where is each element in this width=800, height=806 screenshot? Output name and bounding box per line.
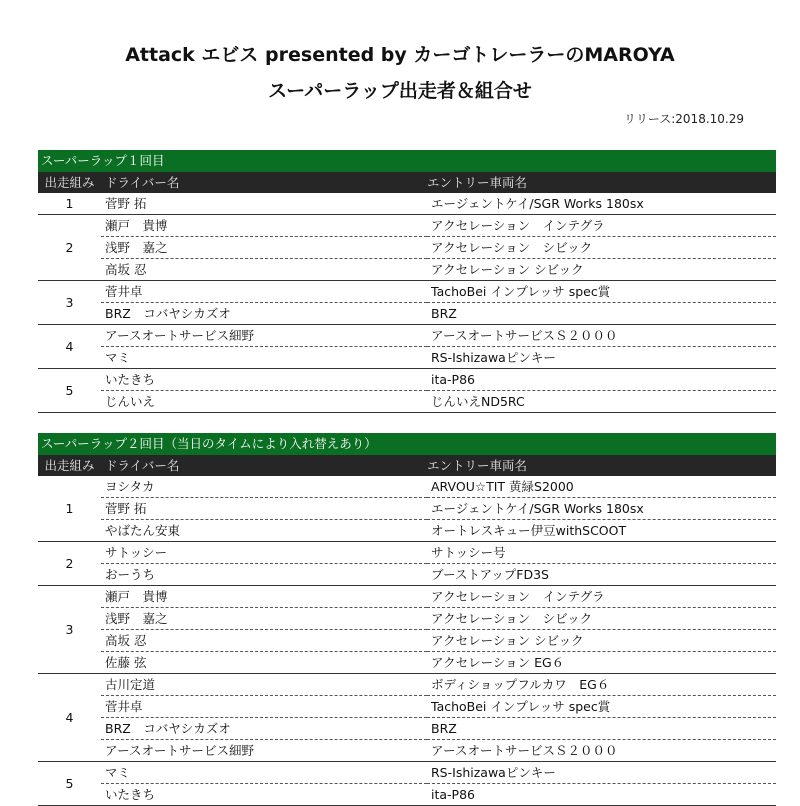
car-name: アースオートサービスＳ２０００ bbox=[427, 740, 776, 762]
driver-name: いたきち bbox=[101, 784, 427, 806]
car-name: BRZ bbox=[427, 718, 776, 740]
section-title: スーパーラップ２回目（当日のタイムにより入れ替えあり） bbox=[38, 433, 776, 455]
driver-name: サトッシー bbox=[101, 542, 427, 564]
table-row bbox=[38, 303, 776, 325]
column-header-car: エントリー車両名 bbox=[427, 458, 528, 473]
driver-name: 瀬戸 貴博 bbox=[101, 215, 427, 237]
table-row bbox=[38, 347, 776, 369]
superlap-round-2-section bbox=[38, 433, 776, 806]
driver-name: 高坂 忍 bbox=[101, 630, 427, 652]
car-name: ボディショップフルカワ EG６ bbox=[427, 674, 776, 696]
entry-table bbox=[38, 476, 776, 806]
column-header-row bbox=[38, 455, 776, 476]
table-row bbox=[38, 237, 776, 259]
car-name: ブーストアップFD3S bbox=[427, 564, 776, 586]
car-name: アクセレーション インテグラ bbox=[427, 586, 776, 608]
table-row bbox=[38, 718, 776, 740]
car-name: ARVOU☆TIT 黄緑S2000 bbox=[427, 476, 776, 498]
table-row bbox=[38, 325, 776, 347]
entry-table bbox=[38, 193, 776, 413]
table-row bbox=[38, 784, 776, 806]
column-header-group: 出走組み bbox=[44, 175, 95, 190]
group-number: 2 bbox=[38, 215, 101, 281]
section-title: スーパーラップ１回目 bbox=[38, 150, 776, 172]
car-name: TachoBei インプレッサ spec賞 bbox=[427, 696, 776, 718]
table-row bbox=[38, 564, 776, 586]
table-row bbox=[38, 215, 776, 237]
driver-name: 瀬戸 貴博 bbox=[101, 586, 427, 608]
table-row bbox=[38, 193, 776, 215]
column-header-car: エントリー車両名 bbox=[427, 175, 528, 190]
table-row bbox=[38, 520, 776, 542]
car-name: ita-P86 bbox=[427, 784, 776, 806]
table-row bbox=[38, 498, 776, 520]
car-name: アクセレーション EG６ bbox=[427, 652, 776, 674]
driver-name: BRZ コバヤシカズオ bbox=[101, 718, 427, 740]
table-row bbox=[38, 762, 776, 784]
car-name: オートレスキュー伊豆withSCOOT bbox=[427, 520, 776, 542]
driver-name: アースオートサービス細野 bbox=[101, 325, 427, 347]
car-name: じんいえND5RC bbox=[427, 391, 776, 413]
group-number: 4 bbox=[38, 325, 101, 369]
driver-name: 菅野 拓 bbox=[101, 498, 427, 520]
table-row bbox=[38, 630, 776, 652]
group-number: 1 bbox=[38, 193, 101, 215]
release-date: リリース:2018.10.29 bbox=[623, 112, 744, 126]
table-row bbox=[38, 391, 776, 413]
table-row bbox=[38, 542, 776, 564]
group-number: 2 bbox=[38, 542, 101, 586]
page-title: Attack エビス presented by カーゴトレーラーのMAROYA bbox=[125, 44, 675, 66]
table-row bbox=[38, 281, 776, 303]
driver-name: じんいえ bbox=[101, 391, 427, 413]
page-subtitle: スーパーラップ出走者＆組合せ bbox=[268, 80, 532, 102]
driver-name: 浅野 嘉之 bbox=[101, 237, 427, 259]
group-number: 3 bbox=[38, 281, 101, 325]
group-number: 1 bbox=[38, 476, 101, 542]
table-row bbox=[38, 652, 776, 674]
column-header-driver: ドライバー名 bbox=[105, 458, 180, 473]
driver-name: いたきち bbox=[101, 369, 427, 391]
car-name: TachoBei インプレッサ spec賞 bbox=[427, 281, 776, 303]
group-number: 5 bbox=[38, 369, 101, 413]
driver-name: 菅井卓 bbox=[101, 281, 427, 303]
driver-name: アースオートサービス細野 bbox=[101, 740, 427, 762]
car-name: BRZ bbox=[427, 303, 776, 325]
column-header-row bbox=[38, 172, 776, 193]
car-name: アクセレーション シビック bbox=[427, 630, 776, 652]
column-header-group: 出走組み bbox=[44, 458, 95, 473]
car-name: アクセレーション シビック bbox=[427, 608, 776, 630]
car-name: アクセレーション インテグラ bbox=[427, 215, 776, 237]
car-name: アクセレーション シビック bbox=[427, 237, 776, 259]
group-number: 3 bbox=[38, 586, 101, 674]
table-row bbox=[38, 696, 776, 718]
driver-name: 菅野 拓 bbox=[101, 193, 427, 215]
superlap-round-1-section bbox=[38, 150, 776, 413]
column-header-driver: ドライバー名 bbox=[105, 175, 180, 190]
car-name: RS-Ishizawaピンキー bbox=[427, 347, 776, 369]
car-name: RS-Ishizawaピンキー bbox=[427, 762, 776, 784]
driver-name: マミ bbox=[101, 347, 427, 369]
driver-name: 佐藤 弦 bbox=[101, 652, 427, 674]
group-number: 4 bbox=[38, 674, 101, 762]
table-row bbox=[38, 674, 776, 696]
driver-name: 高坂 忍 bbox=[101, 259, 427, 281]
car-name: エージェントケイ/SGR Works 180sx bbox=[427, 498, 776, 520]
group-number: 5 bbox=[38, 762, 101, 806]
car-name: エージェントケイ/SGR Works 180sx bbox=[427, 193, 776, 215]
driver-name: マミ bbox=[101, 762, 427, 784]
driver-name: 浅野 嘉之 bbox=[101, 608, 427, 630]
driver-name: ヨシタカ bbox=[101, 476, 427, 498]
car-name: アースオートサービスＳ２０００ bbox=[427, 325, 776, 347]
table-row bbox=[38, 369, 776, 391]
car-name: アクセレーション シビック bbox=[427, 259, 776, 281]
table-row bbox=[38, 608, 776, 630]
table-row bbox=[38, 740, 776, 762]
car-name: ita-P86 bbox=[427, 369, 776, 391]
driver-name: 古川定道 bbox=[101, 674, 427, 696]
car-name: サトッシー号 bbox=[427, 542, 776, 564]
table-row bbox=[38, 259, 776, 281]
driver-name: やばたん安東 bbox=[101, 520, 427, 542]
driver-name: おーうち bbox=[101, 564, 427, 586]
table-row bbox=[38, 476, 776, 498]
table-row bbox=[38, 586, 776, 608]
driver-name: 菅井卓 bbox=[101, 696, 427, 718]
driver-name: BRZ コバヤシカズオ bbox=[101, 303, 427, 325]
